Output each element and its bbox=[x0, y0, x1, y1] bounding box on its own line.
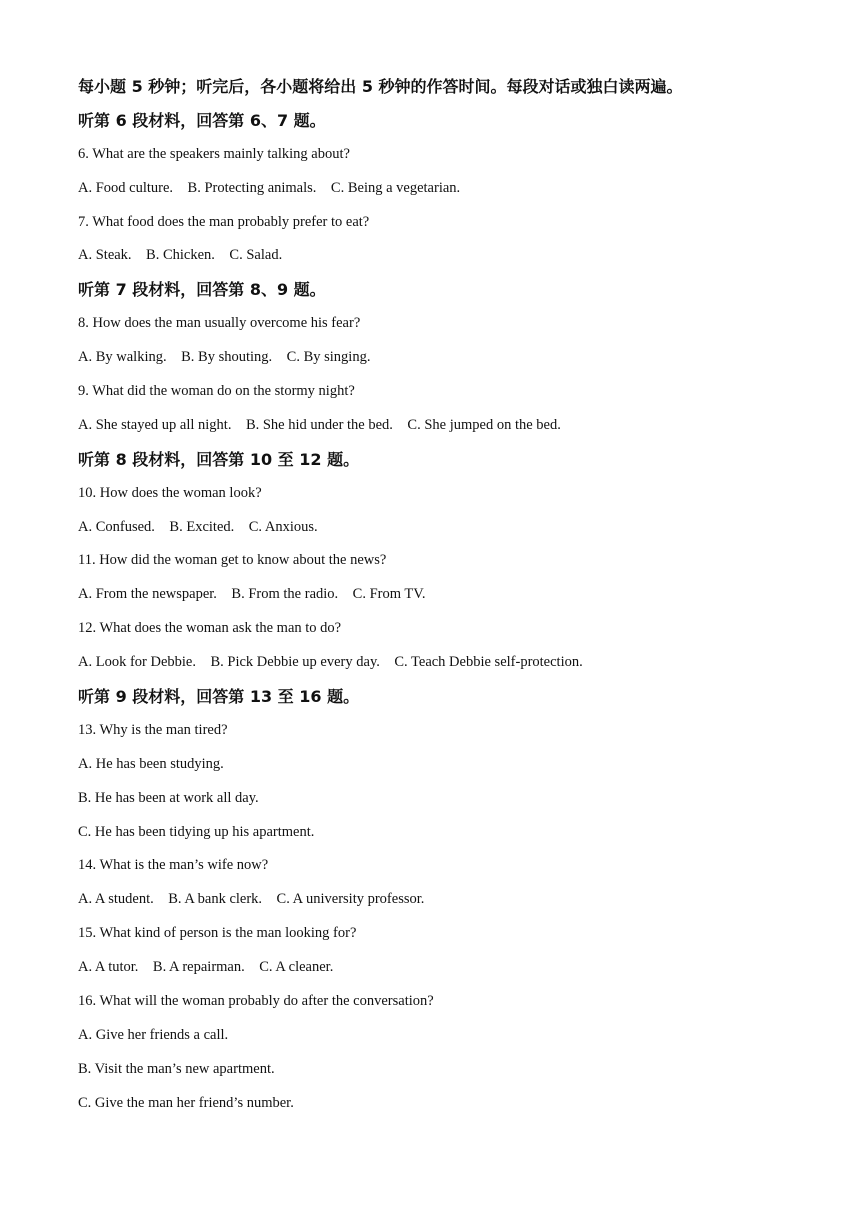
options-10: A. Confused. B. Excited. C. Anxious. bbox=[78, 518, 318, 535]
question-6: 6. What are the speakers mainly talking about? bbox=[78, 145, 350, 162]
options-12: A. Look for Debbie. B. Pick Debbie up every day. C. Teach Debbie self-protection. bbox=[78, 654, 583, 671]
section-heading-9: 听第 9 段材料，回答第 13 至 16 题。 bbox=[78, 687, 360, 707]
question-10: 10. How does the woman look? bbox=[78, 484, 262, 501]
instruction-text: 每小题 5 秒钟；听完后，各小题将给出 5 秒钟的作答时间。每段对话或独白读两遍。 bbox=[78, 77, 683, 96]
question-11: 11. How did the woman get to know about the news? bbox=[78, 552, 387, 569]
question-12: 12. What does the woman ask the man to do? bbox=[78, 620, 342, 637]
option-13-a: A. He has been studying. bbox=[78, 755, 224, 772]
question-16: 16. What will the woman probably do after the conversation? bbox=[78, 993, 434, 1010]
options-15: A. A tutor. B. A repairman. C. A cleaner. bbox=[78, 959, 334, 976]
section-heading-8: 听第 8 段材料，回答第 10 至 12 题。 bbox=[78, 449, 360, 469]
options-6: A. Food culture. B. Protecting animals. C. Being a vegetarian. bbox=[78, 179, 461, 196]
question-14: 14. What is the man’s wife now? bbox=[78, 857, 269, 874]
document-page bbox=[78, 70, 838, 1121]
question-13: 13. Why is the man tired? bbox=[78, 721, 228, 738]
options-9: A. She stayed up all night. B. She hid under the bed. C. She jumped on the bed. bbox=[78, 416, 561, 433]
option-13-b: B. He has been at work all day. bbox=[78, 789, 259, 806]
option-16-c: C. Give the man her friend’s number. bbox=[78, 1094, 294, 1111]
question-8: 8. How does the man usually overcome his fear? bbox=[78, 315, 361, 332]
question-9: 9. What did the woman do on the stormy night? bbox=[78, 383, 355, 400]
section-heading-7: 听第 7 段材料，回答第 8、9 题。 bbox=[78, 280, 326, 300]
options-7: A. Steak. B. Chicken. C. Salad. bbox=[78, 247, 283, 264]
question-7: 7. What food does the man probably prefer to eat? bbox=[78, 213, 370, 230]
options-11: A. From the newspaper. B. From the radio. C. From TV. bbox=[78, 586, 426, 603]
option-16-b: B. Visit the man’s new apartment. bbox=[78, 1060, 275, 1077]
option-16-a: A. Give her friends a call. bbox=[78, 1026, 229, 1043]
options-8: A. By walking. B. By shouting. C. By singing. bbox=[78, 349, 371, 366]
options-14: A. A student. B. A bank clerk. C. A university professor. bbox=[78, 891, 425, 908]
section-heading-6: 听第 6 段材料，回答第 6、7 题。 bbox=[78, 110, 326, 130]
option-13-c: C. He has been tidying up his apartment. bbox=[78, 823, 315, 840]
question-15: 15. What kind of person is the man looking for? bbox=[78, 925, 357, 942]
